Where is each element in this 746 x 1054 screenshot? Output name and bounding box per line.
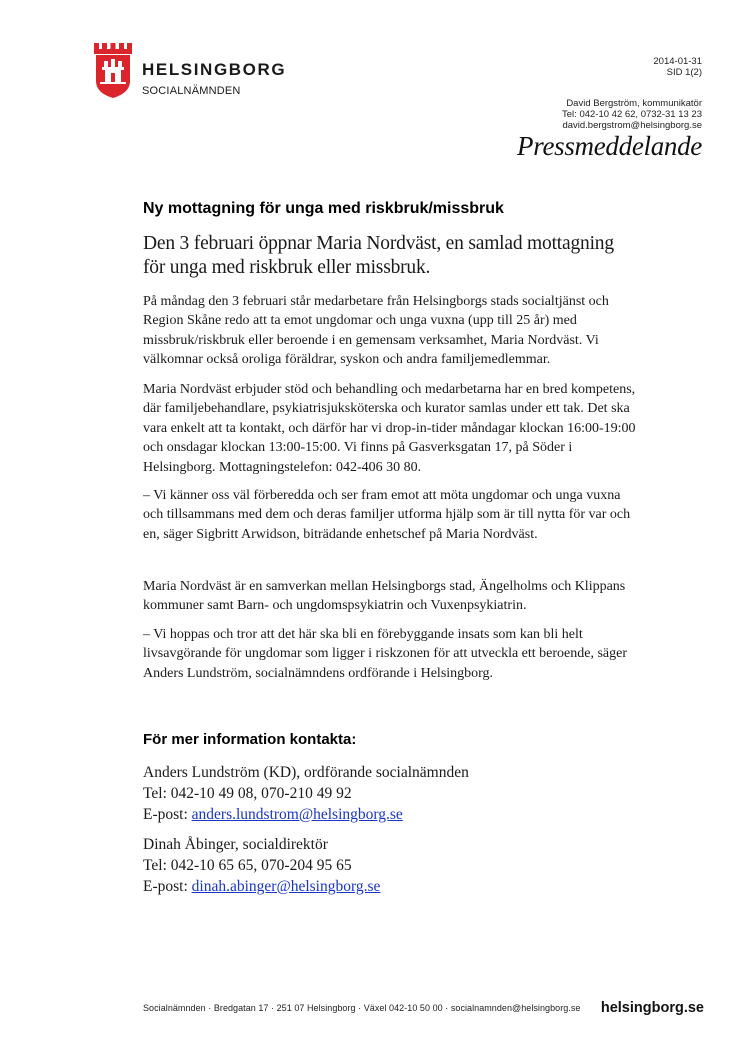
body-paragraph: Maria Nordväst är en samverkan mellan Helsingborgs stad, Ängelholms och Klippans kommuner samt Barn- och ungdomspsykiatrin och Vuxenpsykiatrin. [143, 579, 626, 614]
email-prefix: E-post: [143, 806, 188, 823]
contact-email-link[interactable]: dinah.abinger@helsingborg.se [191, 878, 381, 895]
contact-person [143, 834, 380, 897]
press-contact-name: David Bergström, kommunikatör [566, 98, 702, 109]
contact-person [143, 762, 469, 825]
contact-name-role: Dinah Åbinger, socialdirektör [143, 836, 328, 853]
document-type-title: Pressmeddelande [517, 131, 702, 161]
press-contact-phone: Tel: 042-10 42 62, 0732-31 13 23 [562, 109, 702, 120]
headline: Ny mottagning för unga med riskbruk/missbruk [143, 200, 504, 217]
page-number: SID 1(2) [666, 67, 702, 78]
document-date: 2014-01-31 [653, 56, 702, 67]
contact-heading: För mer information kontakta: [143, 731, 357, 748]
contact-email-link[interactable]: anders.lundstrom@helsingborg.se [191, 806, 403, 823]
helsingborg-crest-logo [92, 41, 134, 99]
ingress: Den 3 februari öppnar Maria Nordväst, en samlad mottagning för unga med riskbruk eller missbruk. [143, 233, 614, 278]
department-name: SOCIALNÄMNDEN [142, 85, 241, 97]
press-contact-block [562, 98, 702, 131]
contact-email-line [143, 876, 380, 897]
org-name: HELSINGBORG [142, 60, 287, 79]
contact-name-role: Anders Lundström (KD), ordförande socialnämnden [143, 764, 469, 781]
body-paragraph: På måndag den 3 februari står medarbetare från Helsingborgs stads socialtjänst och Region Skåne redo att ta emot ungdomar och unga vuxna (upp till 25 år) med missbruk/riskbruk eller beroende i en gemensam verksamhet, Maria Nordväst. Vi välkomnar också oroliga föräldrar, syskon och andra familjemedlemmar. [143, 294, 609, 368]
footer-website[interactable]: helsingborg.se [600, 1000, 704, 1016]
press-contact-email: david.bergstrom@helsingborg.se [562, 120, 702, 131]
contact-email-line [143, 804, 469, 825]
footer-address: Socialnämnden · Bredgatan 17 · 251 07 Helsingborg · Växel 042-10 50 00 · socialnamnden@helsingborg.se [143, 1003, 581, 1013]
body-paragraph: – Vi hoppas och tror att det här ska bli en förebyggande insats som kan bli helt livsavgörande för ungdomar som ligger i riskzonen för att utveckla ett beroende, säger Anders Lundström, socialnämndens ordförande i Helsingborg. [143, 627, 628, 681]
contact-phone: Tel: 042-10 49 08, 070-210 49 92 [143, 785, 352, 802]
body-paragraph: – Vi känner oss väl förberedda och ser fram emot att möta ungdomar och unga vuxna och tillsammans med dem och deras familjer utforma hjälp som är till nytta för var och en, säger Sigbritt Arwidson, biträdande enhetschef på Maria Nordväst. [143, 488, 631, 542]
contact-phone: Tel: 042-10 65 65, 070-204 95 65 [143, 857, 352, 874]
email-prefix: E-post: [143, 878, 188, 895]
body-paragraph: Maria Nordväst erbjuder stöd och behandling och medarbetarna har en bred kompetens, där familjebehandlare, psykiatrisjuksköterska och kurator samlas under ett tak. Det ska vara enkelt att ta kontakt, och därför har vi drop-in-tider måndagar klockan 16:00-19:00 och onsdagar klockan 13:00-15:00. Vi finns på Gasverksgatan 17, på Söder i Helsingborg. Mottagningstelefon: 042-406 30 80. [143, 382, 636, 475]
